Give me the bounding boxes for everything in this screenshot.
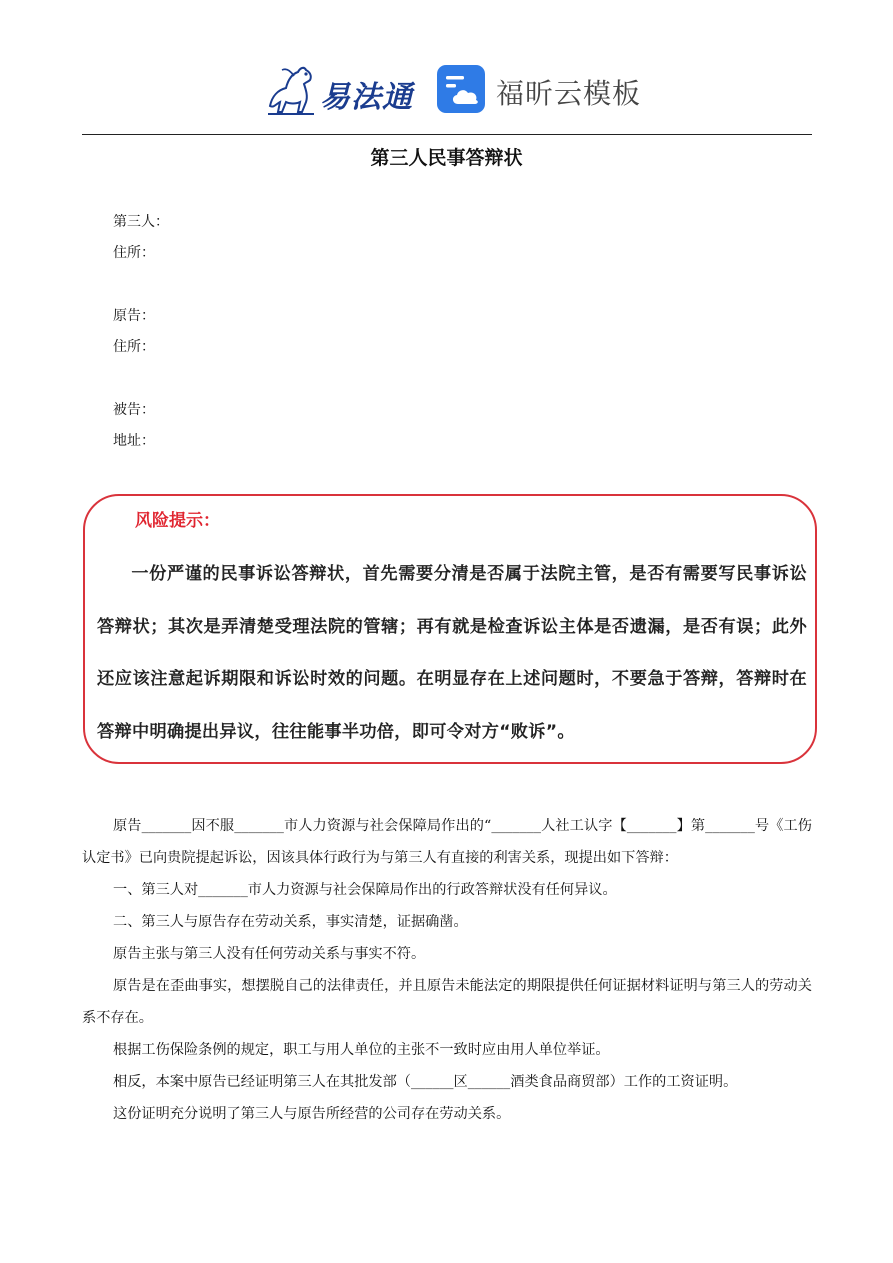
body-paragraph: 相反，本案中原告已经证明第三人在其批发部（______区______酒类食品商贸部）工作的工资证明。 [113, 1074, 738, 1090]
defendant-label: 被告： [113, 402, 155, 418]
body-paragraph: 原告是在歪曲事实，想摆脱自己的法律责任，并且原告未能法定的期限提供任何证据材料证明与第三人的劳动关系不存在。 [82, 978, 812, 1026]
document-title: 第三人民事答辩状 [370, 147, 523, 169]
body-paragraph: 一、第三人对_______市人力资源与社会保障局作出的行政答辩状没有任何异议。 [113, 882, 617, 898]
third-party-address-label: 住所： [113, 245, 155, 261]
body-paragraph: 原告_______因不服_______市人力资源与社会保障局作出的“_______人社工认字【_______】第_______号《工伤认定书》已向贵院提起诉讼，因该具体行政行为与第三人有直接的利害关系，现提出如下答辩： [82, 818, 812, 866]
cloud-document-icon [436, 64, 486, 114]
horse-emblem-icon [262, 62, 320, 118]
risk-tip-box [83, 494, 817, 764]
risk-tip-text: 一份严谨的民事诉讼答辩状，首先需要分清是否属于法院主管，是否有需要写民事诉讼答辩状；其次是弄清楚受理法院的管辖；再有就是检查诉讼主体是否遗漏，是否有误；此外还应该注意起诉期限和诉讼时效的问题。在明显存在上述问题时，不要急于答辩，答辩时在答辩中明确提出异议，往往能事半功倍，即可令对方“败诉”。 [97, 564, 807, 742]
body-paragraph: 二、第三人与原告存在劳动关系，事实清楚，证据确凿。 [113, 914, 468, 930]
risk-tip-title: 风险提示： [135, 511, 220, 531]
header-divider [82, 134, 812, 135]
body-paragraph: 根据工伤保险条例的规定，职工与用人单位的主张不一致时应由用人单位举证。 [113, 1042, 610, 1058]
body-paragraph: 这份证明充分说明了第三人与原告所经营的公司存在劳动关系。 [113, 1106, 511, 1122]
yifatong-logo-text: 易法通 [320, 80, 413, 115]
third-party-label: 第三人： [113, 214, 169, 230]
defendant-address-label: 地址： [113, 433, 155, 449]
foxit-cloud-template-logo [436, 64, 646, 116]
plaintiff-address-label: 住所： [113, 339, 155, 355]
body-paragraph: 原告主张与第三人没有任何劳动关系与事实不符。 [113, 946, 426, 962]
plaintiff-label: 原告： [113, 308, 155, 324]
foxit-cloud-template-text: 福昕云模板 [496, 77, 642, 110]
header-logos [0, 58, 893, 122]
yifatong-logo [262, 62, 414, 118]
